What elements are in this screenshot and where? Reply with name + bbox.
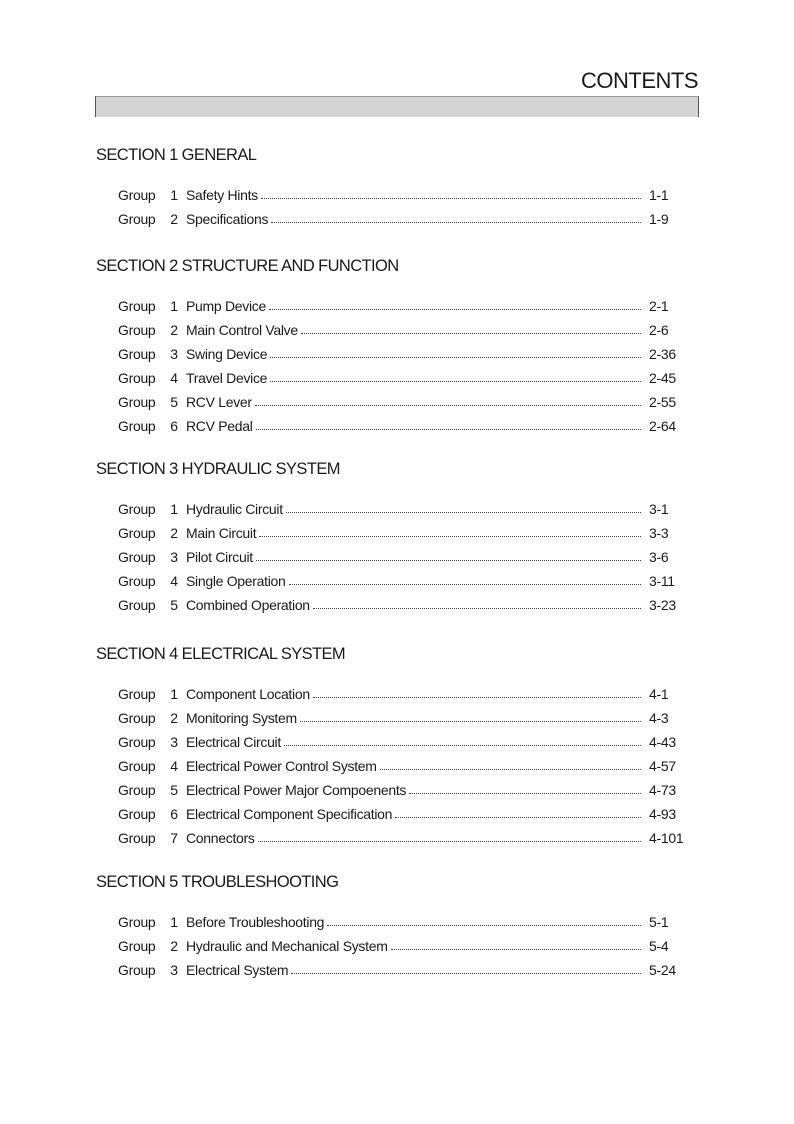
entry-group-label: Group <box>118 322 156 338</box>
entry-title: Component Location <box>186 682 313 706</box>
toc-entry[interactable] <box>96 682 696 706</box>
entry-title-row <box>186 754 641 778</box>
page-title: CONTENTS <box>581 68 698 93</box>
entry-group-number: 6 <box>170 806 178 822</box>
section-heading: SECTION 1 GENERAL <box>96 146 257 164</box>
toc-entry[interactable] <box>96 342 696 366</box>
toc-entry[interactable] <box>96 207 696 231</box>
entry-title-row <box>186 593 641 617</box>
entry-title: Travel Device <box>186 366 270 390</box>
toc-entry[interactable] <box>96 366 696 390</box>
toc-section <box>96 870 696 982</box>
toc-entry-list <box>96 910 696 982</box>
entry-page-number: 4-43 <box>649 734 676 750</box>
dot-leader <box>300 706 641 730</box>
entry-title-row <box>186 706 641 730</box>
dot-leader <box>301 318 641 342</box>
entry-title: RCV Pedal <box>186 414 256 438</box>
entry-group-label: Group <box>118 597 156 613</box>
entry-title-row <box>186 569 641 593</box>
dot-leader <box>258 826 641 850</box>
entry-group-number: 1 <box>170 187 178 203</box>
entry-page-number: 3-11 <box>649 573 675 589</box>
entry-group-label: Group <box>118 734 156 750</box>
entry-title: Pilot Circuit <box>186 545 256 569</box>
entry-page-number: 2-55 <box>649 394 676 410</box>
toc-section <box>96 457 696 617</box>
entry-title-row <box>186 682 641 706</box>
entry-title-row <box>186 183 641 207</box>
dot-leader <box>270 366 641 390</box>
entry-group-label: Group <box>118 914 156 930</box>
entry-group-number: 3 <box>170 549 178 565</box>
entry-page-number: 3-1 <box>649 501 669 517</box>
dot-leader <box>289 569 642 593</box>
entry-title-row <box>186 826 641 850</box>
entry-group-label: Group <box>118 370 156 386</box>
entry-title-row <box>186 207 641 231</box>
toc-entry[interactable] <box>96 318 696 342</box>
dot-leader <box>313 593 641 617</box>
entry-group-number: 1 <box>170 501 178 517</box>
entry-title: Electrical Power Control System <box>186 754 380 778</box>
entry-group-number: 1 <box>170 298 178 314</box>
dot-leader <box>284 730 641 754</box>
entry-title: Main Control Valve <box>186 318 301 342</box>
entry-group-number: 2 <box>170 322 178 338</box>
entry-page-number: 4-3 <box>649 710 669 726</box>
toc-entry-list <box>96 183 696 231</box>
entry-page-number: 5-1 <box>649 914 669 930</box>
dot-leader <box>269 294 641 318</box>
entry-page-number: 5-4 <box>649 938 669 954</box>
entry-title-row <box>186 910 641 934</box>
entry-title: Electrical Component Specification <box>186 802 395 826</box>
entry-title-row <box>186 497 641 521</box>
entry-page-number: 2-45 <box>649 370 676 386</box>
toc-section <box>96 254 696 438</box>
toc-entry[interactable] <box>96 706 696 730</box>
title-bar <box>95 96 699 117</box>
dot-leader <box>380 754 641 778</box>
section-heading: SECTION 4 ELECTRICAL SYSTEM <box>96 645 346 663</box>
entry-group-number: 4 <box>170 370 178 386</box>
entry-title: Single Operation <box>186 569 289 593</box>
entry-group-label: Group <box>118 211 156 227</box>
entry-title-row <box>186 318 641 342</box>
entry-page-number: 4-1 <box>649 686 669 702</box>
entry-title: Combined Operation <box>186 593 313 617</box>
toc-entry[interactable] <box>96 730 696 754</box>
entry-title: Electrical Power Major Compoenents <box>186 778 409 802</box>
dot-leader <box>261 183 641 207</box>
toc-entry[interactable] <box>96 778 696 802</box>
entry-group-number: 3 <box>170 346 178 362</box>
toc-entry[interactable] <box>96 754 696 778</box>
entry-title: Electrical System <box>186 958 291 982</box>
entry-page-number: 4-73 <box>649 782 676 798</box>
dot-leader <box>313 682 641 706</box>
section-heading: SECTION 5 TROUBLESHOOTING <box>96 873 339 891</box>
entry-group-label: Group <box>118 298 156 314</box>
entry-group-label: Group <box>118 686 156 702</box>
entry-group-label: Group <box>118 806 156 822</box>
entry-group-number: 6 <box>170 418 178 434</box>
entry-title: Pump Device <box>186 294 269 318</box>
entry-page-number: 2-64 <box>649 418 676 434</box>
entry-group-label: Group <box>118 782 156 798</box>
entry-page-number: 3-23 <box>649 597 676 613</box>
entry-title: Hydraulic and Mechanical System <box>186 934 391 958</box>
section-heading: SECTION 3 HYDRAULIC SYSTEM <box>96 460 340 478</box>
entry-title-row <box>186 521 641 545</box>
entry-group-number: 2 <box>170 938 178 954</box>
toc-entry[interactable] <box>96 521 696 545</box>
toc-entry[interactable] <box>96 910 696 934</box>
entry-title: Before Troubleshooting <box>186 910 327 934</box>
entry-group-label: Group <box>118 525 156 541</box>
entry-group-label: Group <box>118 394 156 410</box>
entry-group-label: Group <box>118 418 156 434</box>
entry-title-row <box>186 958 641 982</box>
entry-title: Connectors <box>186 826 258 850</box>
entry-group-label: Group <box>118 758 156 774</box>
entry-page-number: 2-6 <box>649 322 669 338</box>
entry-page-number: 1-1 <box>649 187 669 203</box>
toc-entry[interactable] <box>96 545 696 569</box>
entry-group-number: 5 <box>170 597 178 613</box>
entry-page-number: 3-3 <box>649 525 669 541</box>
entry-group-number: 4 <box>170 758 178 774</box>
dot-leader <box>256 545 641 569</box>
toc-entry[interactable] <box>96 569 696 593</box>
toc-entry-list <box>96 682 696 850</box>
dot-leader <box>271 207 641 231</box>
toc-entry[interactable] <box>96 826 696 850</box>
entry-title: Swing Device <box>186 342 270 366</box>
entry-page-number: 4-93 <box>649 806 676 822</box>
entry-group-label: Group <box>118 938 156 954</box>
dot-leader <box>291 958 641 982</box>
entry-title-row <box>186 802 641 826</box>
entry-group-number: 5 <box>170 394 178 410</box>
toc-entry[interactable] <box>96 390 696 414</box>
dot-leader <box>391 934 641 958</box>
entry-title-row <box>186 730 641 754</box>
dot-leader <box>286 497 641 521</box>
toc-section <box>96 642 696 850</box>
entry-page-number: 4-57 <box>649 758 676 774</box>
entry-group-label: Group <box>118 573 156 589</box>
dot-leader <box>259 521 641 545</box>
entry-group-number: 7 <box>170 830 178 846</box>
entry-page-number: 4-101 <box>649 830 684 846</box>
entry-title: Monitoring System <box>186 706 300 730</box>
toc-entry-list <box>96 497 696 617</box>
entry-title: Hydraulic Circuit <box>186 497 286 521</box>
entry-page-number: 1-9 <box>649 211 669 227</box>
entry-group-number: 2 <box>170 525 178 541</box>
entry-page-number: 2-1 <box>649 298 669 314</box>
toc-section <box>96 143 696 231</box>
entry-title: Safety Hints <box>186 183 261 207</box>
toc-entry-list <box>96 294 696 438</box>
entry-group-label: Group <box>118 346 156 362</box>
toc-entry[interactable] <box>96 294 696 318</box>
entry-title-row <box>186 390 641 414</box>
toc-entry[interactable] <box>96 183 696 207</box>
dot-leader <box>256 414 641 438</box>
toc-entry[interactable] <box>96 958 696 982</box>
entry-title: RCV Lever <box>186 390 255 414</box>
entry-group-number: 5 <box>170 782 178 798</box>
entry-title-row <box>186 934 641 958</box>
entry-group-number: 2 <box>170 211 178 227</box>
entry-group-number: 1 <box>170 686 178 702</box>
entry-title-row <box>186 366 641 390</box>
toc-entry[interactable] <box>96 934 696 958</box>
entry-title-row <box>186 545 641 569</box>
dot-leader <box>327 910 641 934</box>
entry-group-label: Group <box>118 962 156 978</box>
section-heading: SECTION 2 STRUCTURE AND FUNCTION <box>96 257 399 275</box>
entry-group-number: 3 <box>170 734 178 750</box>
entry-title-row <box>186 294 641 318</box>
entry-group-label: Group <box>118 501 156 517</box>
entry-group-number: 3 <box>170 962 178 978</box>
entry-group-number: 4 <box>170 573 178 589</box>
entry-title-row <box>186 414 641 438</box>
entry-title: Specifications <box>186 207 271 231</box>
toc-entry[interactable] <box>96 497 696 521</box>
entry-title: Electrical Circuit <box>186 730 284 754</box>
dot-leader <box>270 342 641 366</box>
entry-page-number: 2-36 <box>649 346 676 362</box>
entry-group-label: Group <box>118 710 156 726</box>
entry-group-label: Group <box>118 549 156 565</box>
dot-leader <box>409 778 641 802</box>
entry-group-number: 2 <box>170 710 178 726</box>
entry-group-number: 1 <box>170 914 178 930</box>
dot-leader <box>255 390 641 414</box>
entry-group-label: Group <box>118 830 156 846</box>
entry-title: Main Circuit <box>186 521 259 545</box>
entry-page-number: 5-24 <box>649 962 676 978</box>
entry-title-row <box>186 342 641 366</box>
toc-entry[interactable] <box>96 414 696 438</box>
entry-title-row <box>186 778 641 802</box>
entry-group-label: Group <box>118 187 156 203</box>
dot-leader <box>395 802 641 826</box>
toc-entry[interactable] <box>96 802 696 826</box>
toc-entry[interactable] <box>96 593 696 617</box>
entry-page-number: 3-6 <box>649 549 669 565</box>
